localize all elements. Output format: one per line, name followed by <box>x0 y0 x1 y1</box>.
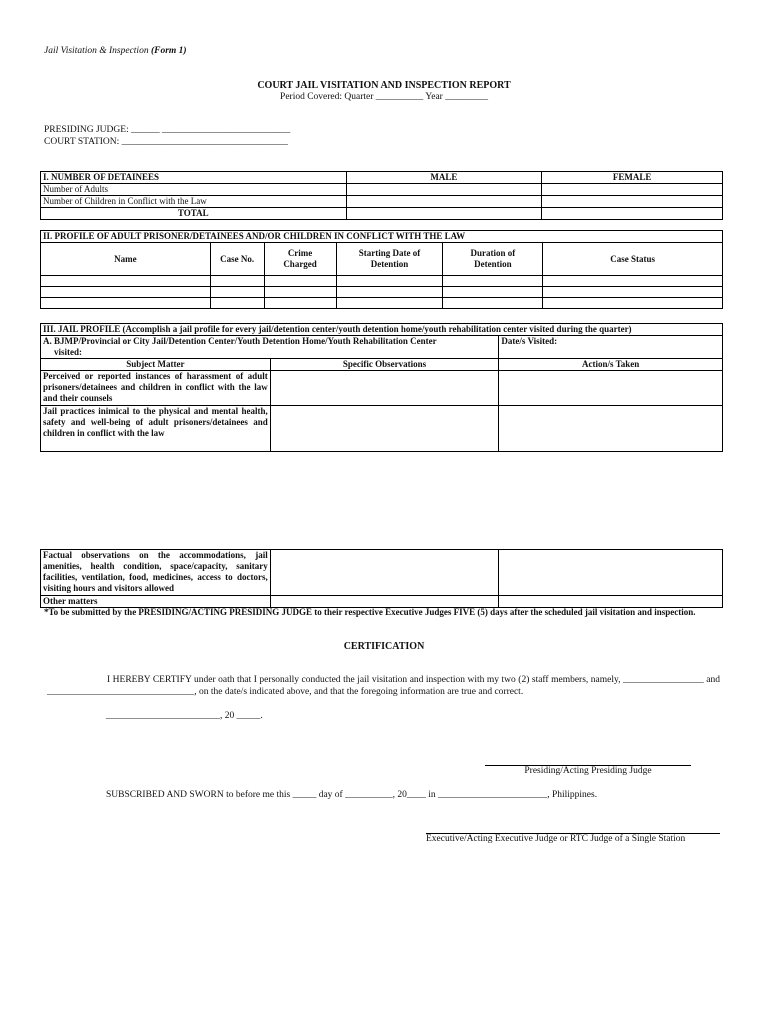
col-case-status: Case Status <box>543 243 723 276</box>
col-case-no: Case No. <box>210 243 264 276</box>
table-cell[interactable] <box>41 298 211 309</box>
table-cell[interactable] <box>210 276 264 287</box>
col-crime-charged: Crime Charged <box>264 243 336 276</box>
other-observations-cell[interactable] <box>270 596 499 608</box>
col-actions-taken: Action/s Taken <box>499 359 723 371</box>
table-cell[interactable] <box>336 298 443 309</box>
section2-heading: II. PROFILE OF ADULT PRISONER/DETAINEES AND/OR CHILDREN IN CONFLICT WITH THE LAW <box>41 231 723 243</box>
table-cell[interactable] <box>543 276 723 287</box>
col-subject-matter: Subject Matter <box>41 359 271 371</box>
dates-visited-label: Date/s Visited: <box>499 336 723 359</box>
executive-signature-label: Executive/Acting Executive Judge or RTC Judge of a Single Station <box>426 834 686 844</box>
table-cell[interactable] <box>543 287 723 298</box>
male-total-cell[interactable] <box>346 208 542 220</box>
female-total-cell[interactable] <box>542 208 723 220</box>
table-cell[interactable] <box>41 287 211 298</box>
table-row <box>41 276 723 287</box>
period-covered: Period Covered: Quarter __________ Year _________ <box>280 92 488 102</box>
visited-center-label: A. BJMP/Provincial or City Jail/Detention Center/Youth Detention Home/Youth Rehabilitation Center visited: <box>41 336 499 359</box>
date-line: ________________________, 20 _____. <box>106 711 263 721</box>
practices-observations-cell[interactable] <box>270 406 499 452</box>
row-label: Number of Children in Conflict with the Law <box>41 196 347 208</box>
harassment-observations-cell[interactable] <box>270 371 499 406</box>
table-cell[interactable] <box>443 276 543 287</box>
sworn-statement: SUBSCRIBED AND SWORN to before me this _____ day of __________, 20____ in _______________________, Philippines. <box>106 790 598 800</box>
factual-observations-cell[interactable] <box>270 550 499 596</box>
section1-heading: I. NUMBER OF DETAINEES <box>41 172 347 184</box>
col-name: Name <box>41 243 211 276</box>
male-children-cell[interactable] <box>346 196 542 208</box>
table-row <box>41 287 723 298</box>
practices-action-cell[interactable] <box>499 406 723 452</box>
table-cell[interactable] <box>336 287 443 298</box>
profile-table <box>40 230 723 309</box>
table-cell[interactable] <box>264 276 336 287</box>
judge-signature-label: Presiding/Acting Presiding Judge <box>524 766 652 776</box>
col-specific-observations: Specific Observations <box>270 359 499 371</box>
form-label: Jail Visitation & Inspection (Form 1) <box>44 46 187 56</box>
male-header: MALE <box>346 172 542 184</box>
table-cell[interactable] <box>41 276 211 287</box>
female-header: FEMALE <box>542 172 723 184</box>
certification-title: CERTIFICATION <box>343 641 425 652</box>
jail-profile-table-continued <box>40 549 723 608</box>
female-children-cell[interactable] <box>542 196 723 208</box>
presiding-judge-field: PRESIDING JUDGE: ______ ___________________________ <box>44 125 291 135</box>
jail-profile-table <box>40 323 723 452</box>
table-cell[interactable] <box>210 287 264 298</box>
col-starting-date: Starting Date of Detention <box>336 243 443 276</box>
practices-row-label: Jail practices inimical to the physical and mental health, safety and well-being of adult prisoners/detainees and children in conflict with the law <box>41 406 271 452</box>
table-cell[interactable] <box>443 298 543 309</box>
submission-note: *To be submitted by the PRESIDING/ACTING PRESIDING JUDGE to their respective Executive Judges FIVE (5) days after the scheduled jail visitation and inspection. <box>44 607 696 617</box>
section3-heading: III. JAIL PROFILE (Accomplish a jail profile for every jail/detention center/youth detention home/youth rehabilitation center visited during the quarter) <box>41 324 723 336</box>
harassment-row-label: Perceived or reported instances of harassment of adult prisoners/detainees and children in conflict with the law and their counsels <box>41 371 271 406</box>
harassment-action-cell[interactable] <box>499 371 723 406</box>
other-action-cell[interactable] <box>499 596 723 608</box>
court-station-field: COURT STATION: ___________________________________ <box>44 137 288 147</box>
table-cell[interactable] <box>264 298 336 309</box>
table-cell[interactable] <box>443 287 543 298</box>
factual-action-cell[interactable] <box>499 550 723 596</box>
table-row <box>41 298 723 309</box>
male-adults-cell[interactable] <box>346 184 542 196</box>
total-label: TOTAL <box>41 208 347 220</box>
col-duration: Duration of Detention <box>443 243 543 276</box>
row-label: Number of Adults <box>41 184 347 196</box>
report-title: COURT JAIL VISITATION AND INSPECTION REPORT <box>257 80 511 91</box>
table-cell[interactable] <box>264 287 336 298</box>
table-cell[interactable] <box>210 298 264 309</box>
other-matters-label: Other matters <box>41 596 271 608</box>
detainees-table <box>40 171 723 220</box>
table-cell[interactable] <box>543 298 723 309</box>
table-cell[interactable] <box>336 276 443 287</box>
female-adults-cell[interactable] <box>542 184 723 196</box>
certification-paragraph: I HEREBY CERTIFY under oath that I personally conducted the jail visitation and inspection with my two (2) staff members, namely, _________________ and _______________________________, on the date/s indicated above, and that the foregoing information are true and correct. <box>47 675 720 697</box>
factual-row-label: Factual observations on the accommodations, jail amenities, health condition, space/capacity, sanitary facilities, ventilation, food, medicines, access to doctors, visiting hours and visitors allowed <box>41 550 271 596</box>
